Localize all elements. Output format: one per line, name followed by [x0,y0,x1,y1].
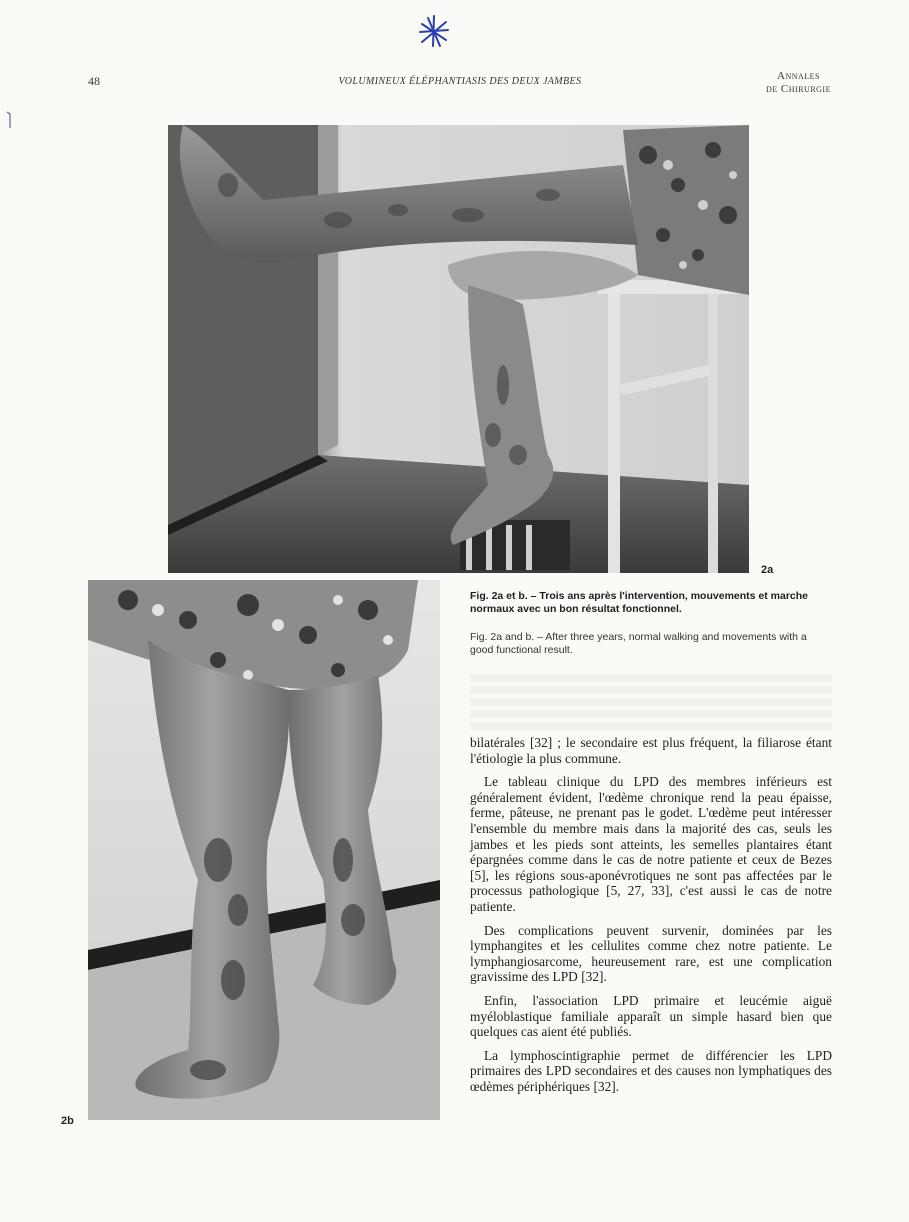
pen-asterisk-mark [414,12,454,52]
show-through-text [470,670,832,730]
pen-margin-mark [4,110,14,130]
body-paragraph: Enfin, l'association LPD primaire et leucémie aiguë myéloblastique familiale apparaît un simple hasard bien que quelques cas aient été publiés. [470,992,832,1040]
figure-caption-french: Fig. 2a et b. – Trois ans après l'intervention, mouvements et marche normaux avec un bon résultat fonctionnel. [470,590,809,615]
body-paragraph: La lymphoscintigraphie permet de différencier les LPD primaires des LPD secondaires et des causes non lymphatiques des œdèmes périphériques [32]. [470,1047,832,1094]
body-text-column [470,735,832,1102]
page-number: 48 [88,74,100,88]
body-paragraph: bilatérales [32] ; le secondaire est plus fréquent, la filiarose étant l'étiologie la plus commune. [470,735,832,766]
figure-2b-photo [88,580,440,1120]
figure-2a-label: 2a [761,564,774,576]
journal-title-line1: Annales [777,70,820,82]
journal-title-line2: de Chirurgie [766,83,831,95]
figure-caption-english: Fig. 2a and b. – After three years, normal walking and movements with a good functional result. [470,631,807,656]
figure-2a-photo [168,125,749,573]
running-head: VOLUMINEUX ÉLÉPHANTIASIS DES DEUX JAMBES [338,76,582,87]
body-paragraph: Des complications peuvent survenir, dominées par les lymphangites et les cellulites comme chez notre patiente. Le lymphangiosarcome, heureusement rare, est une complication gravissime des LPD [32]. [470,922,832,985]
journal-title [766,70,831,96]
figure-2b-label: 2b [61,1115,74,1127]
body-paragraph: Le tableau clinique du LPD des membres inférieurs est généralement évident, l'œdème chronique rend la peau épaisse, ferme, pâteuse, ne prenant pas le godet. L'œdème peut intéresser l'ensemble du membre mais dans la majorité des cas, seuls les jambes et les pieds sont atteints, les semelles plantaires étant épargnées comme dans le cas de notre patiente et ceux de Bezes [5], les régions sous-aponévrotiques ne sont pas affectées par le processus pathologique [5, 27, 33], c'est aussi le cas de notre patiente. [470,774,832,914]
